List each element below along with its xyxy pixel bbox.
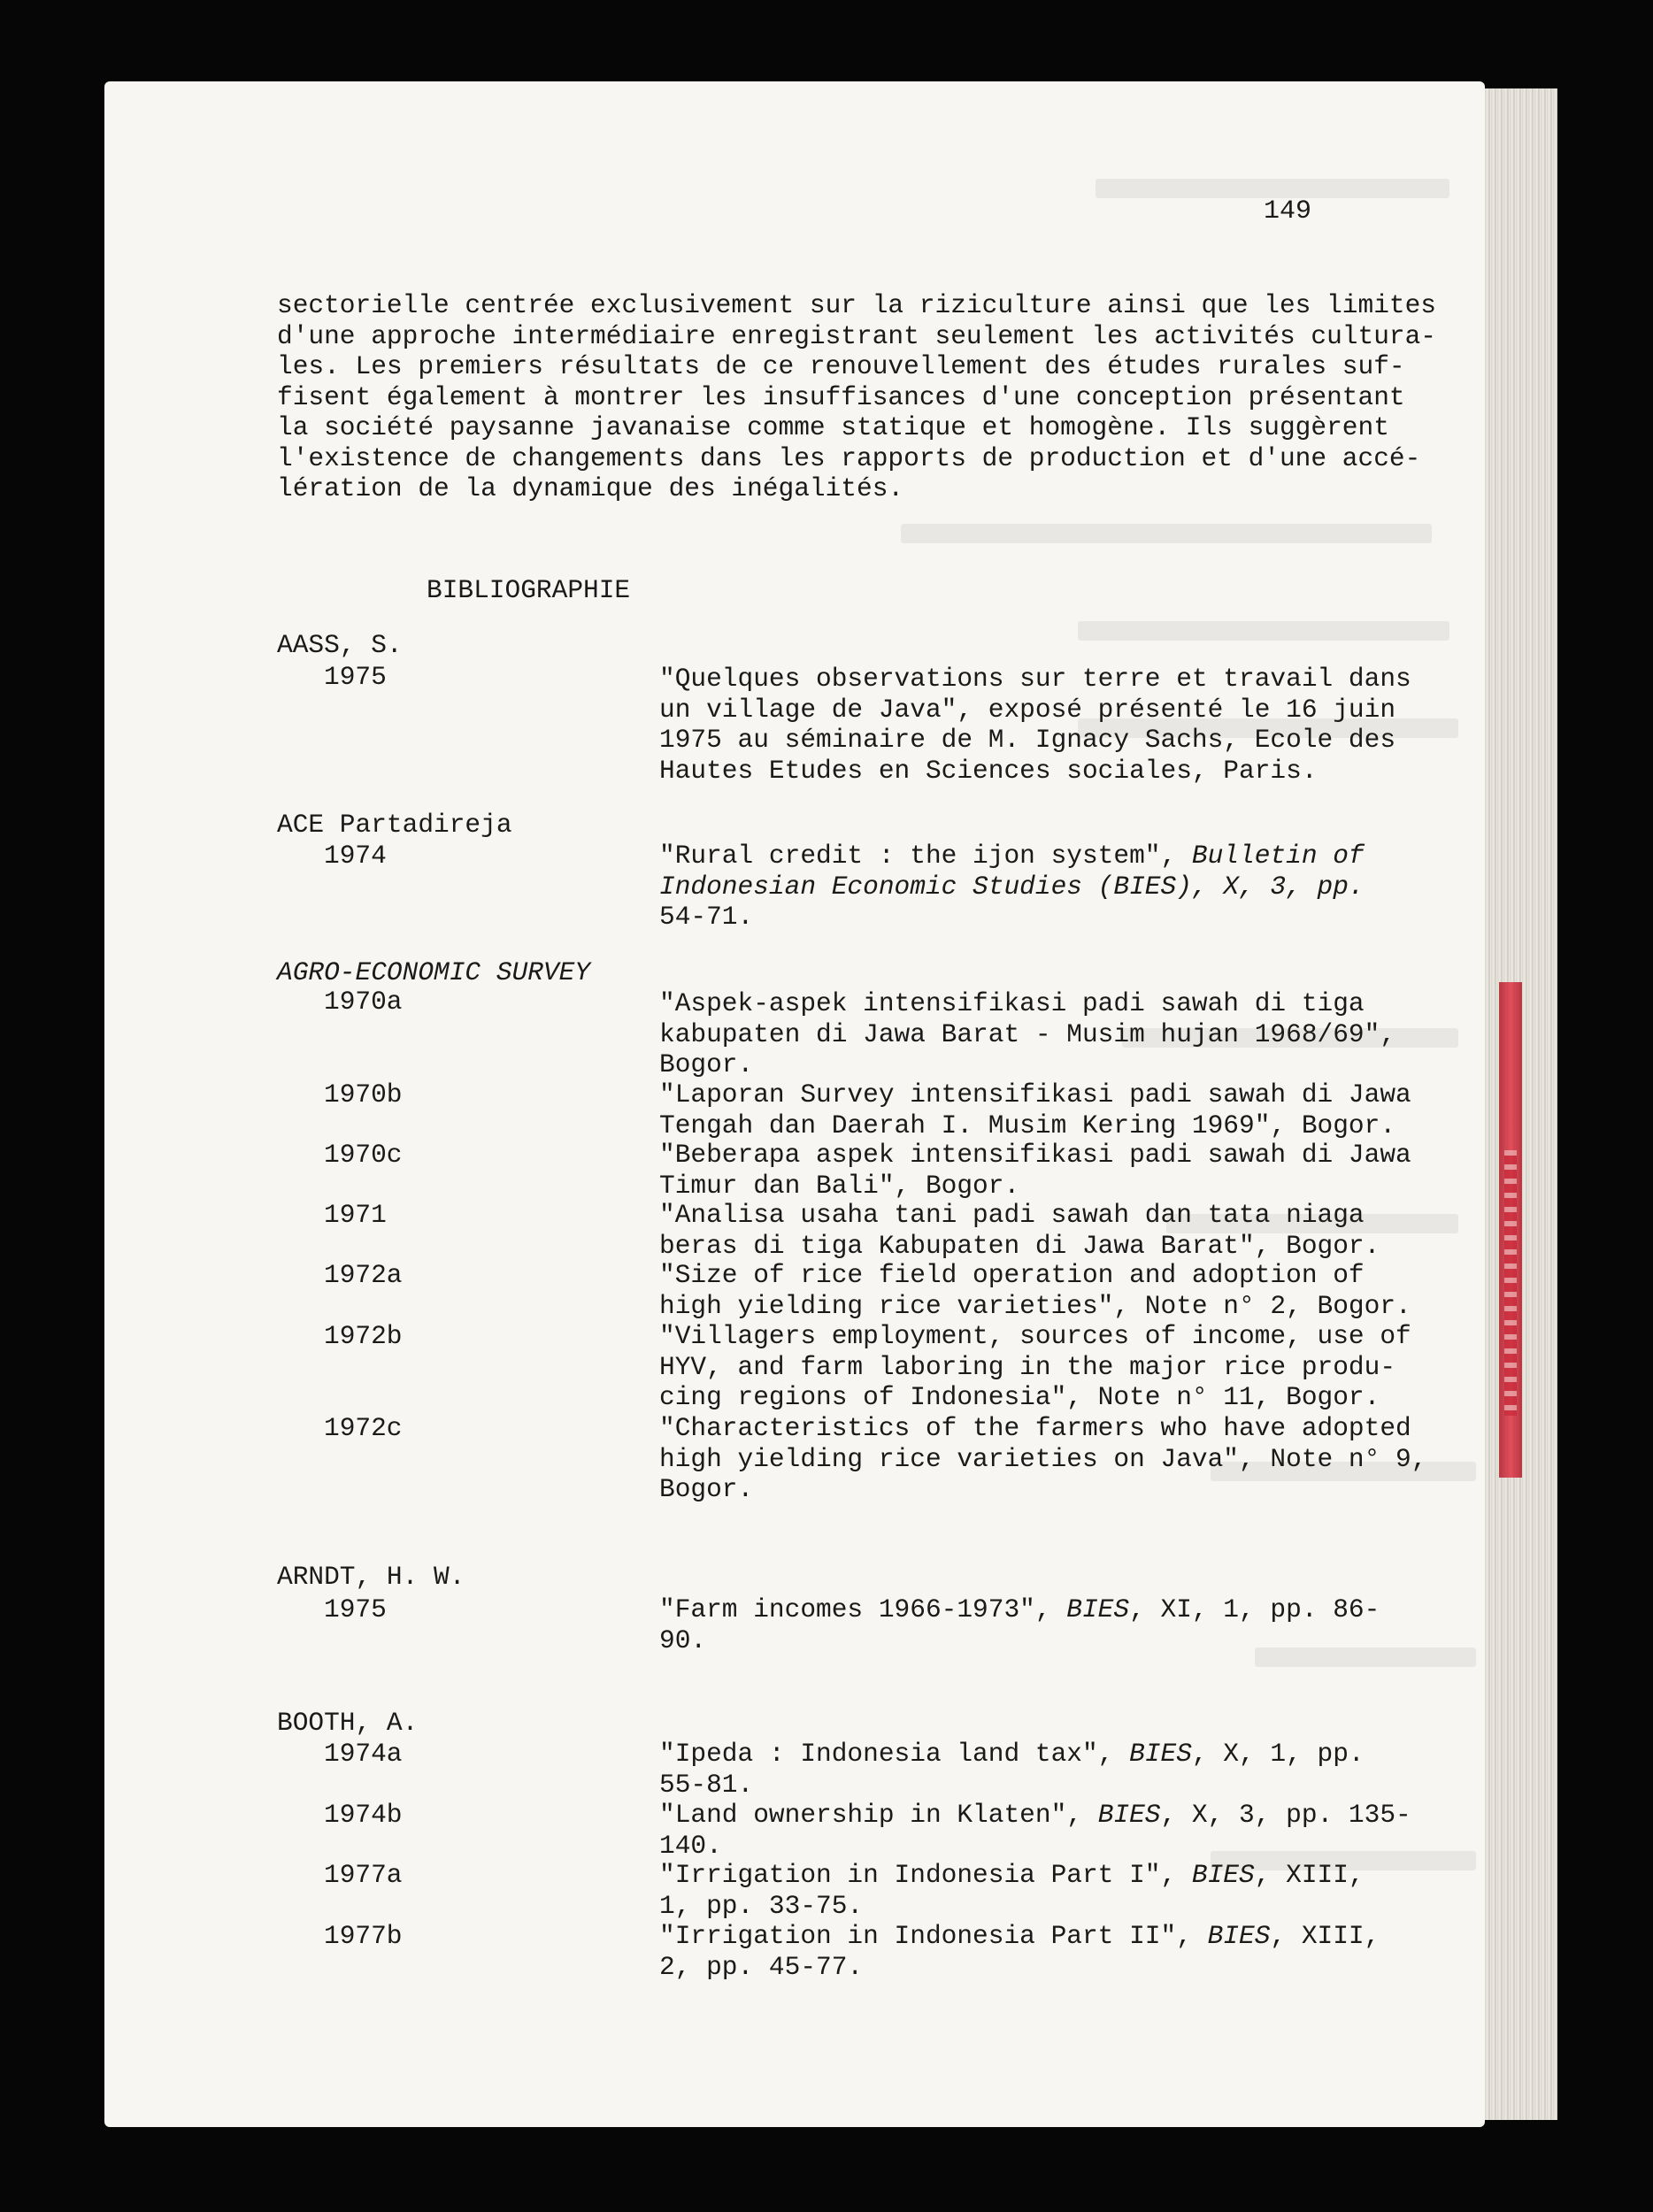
library-stamp-lettering [1504,1150,1517,1416]
entry-year: 1971 [324,1200,387,1230]
intro-line: d'une approche intermédiaire enregistrant seulement les activités cultura- [277,320,1437,351]
entry-year: 1970a [324,987,403,1017]
intro-line: l'existence de changements dans les rapports de production et d'une accé- [277,442,1421,473]
intro-paragraph [277,290,1437,504]
entry-title: "Size of rice field operation and adoption of high yielding rice varieties", Note n° 2, Bogor. [659,1260,1411,1321]
entry-title: "Farm incomes 1966-1973", BIES, XI, 1, pp. 86- 90. [659,1594,1380,1655]
entry-year: 1972b [324,1321,403,1351]
entry-title: "Villagers employment, sources of income, use of HYV, and farm laboring in the major rice produ- cing regions of Indonesia", Note n° 11, Bogor. [659,1321,1411,1412]
author-name: AGRO-ECONOMIC SURVEY [277,957,591,987]
entry-year: 1974 [324,841,387,871]
entry-year: 1970c [324,1140,403,1170]
entry-title: "Ipeda : Indonesia land tax", BIES, X, 1, pp. 55-81. [659,1739,1365,1800]
entry-year: 1972c [324,1413,403,1443]
entry-title: "Beberapa aspek intensifikasi padi sawah di Jawa Timur dan Bali", Bogor. [659,1140,1411,1201]
entry-title: "Laporan Survey intensifikasi padi sawah di Jawa Tengah dan Daerah I. Musim Kering 1969", Bogor. [659,1079,1411,1141]
entry-title: "Land ownership in Klaten", BIES, X, 3, pp. 135- 140. [659,1800,1411,1861]
entry-title: "Rural credit : the ijon system", Bulletin of Indonesian Economic Studies (BIES), X, 3, pp. 54-71. [659,841,1365,932]
intro-line: lération de la dynamique des inégalités. [277,473,904,503]
entry-title: "Irrigation in Indonesia Part II", BIES, XIII, 2, pp. 45-77. [659,1921,1380,1982]
author-name: BOOTH, A. [277,1708,419,1738]
entry-year: 1974a [324,1739,403,1769]
intro-line: sectorielle centrée exclusivement sur la riziculture ainsi que les limites [277,290,1437,320]
intro-line: la société paysanne javanaise comme statique et homogène. Ils suggèrent [277,412,1389,442]
entry-year: 1977a [324,1860,403,1890]
entry-year: 1975 [324,1594,387,1624]
author-name: AASS, S. [277,630,403,660]
author-name: ARNDT, H. W. [277,1562,465,1592]
author-name: ACE Partadireja [277,810,512,840]
entry-year: 1970b [324,1079,403,1110]
intro-line: les. Les premiers résultats de ce renouvellement des études rurales suf- [277,351,1405,381]
entry-title: "Irrigation in Indonesia Part I", BIES, XIII, 1, pp. 33-75. [659,1860,1365,1921]
entry-year: 1974b [324,1800,403,1830]
entry-year: 1972a [324,1260,403,1290]
entry-title: "Quelques observations sur terre et travail dans un village de Java", exposé présenté le 16 juin 1975 au séminaire de M. Ignacy Sachs, Ecole des Hautes Etudes en Sciences sociales, Paris. [659,664,1411,786]
entry-year: 1975 [324,662,387,692]
entry-title: "Analisa usaha tani padi sawah dan tata niaga beras di tiga Kabupaten di Jawa Barat", Bogor. [659,1200,1380,1261]
entry-year: 1977b [324,1921,403,1951]
entry-title: "Aspek-aspek intensifikasi padi sawah di tiga kabupaten di Jawa Barat - Musim hujan 1968/69", Bogor. [659,988,1396,1079]
intro-line: fisent également à montrer les insuffisances d'une conception présentant [277,381,1405,412]
bibliography-heading: BIBLIOGRAPHIE [427,575,631,605]
entry-title: "Characteristics of the farmers who have adopted high yielding rice varieties on Java", Note n° 9, Bogor. [659,1413,1427,1504]
page-number: 149 [1264,196,1312,227]
